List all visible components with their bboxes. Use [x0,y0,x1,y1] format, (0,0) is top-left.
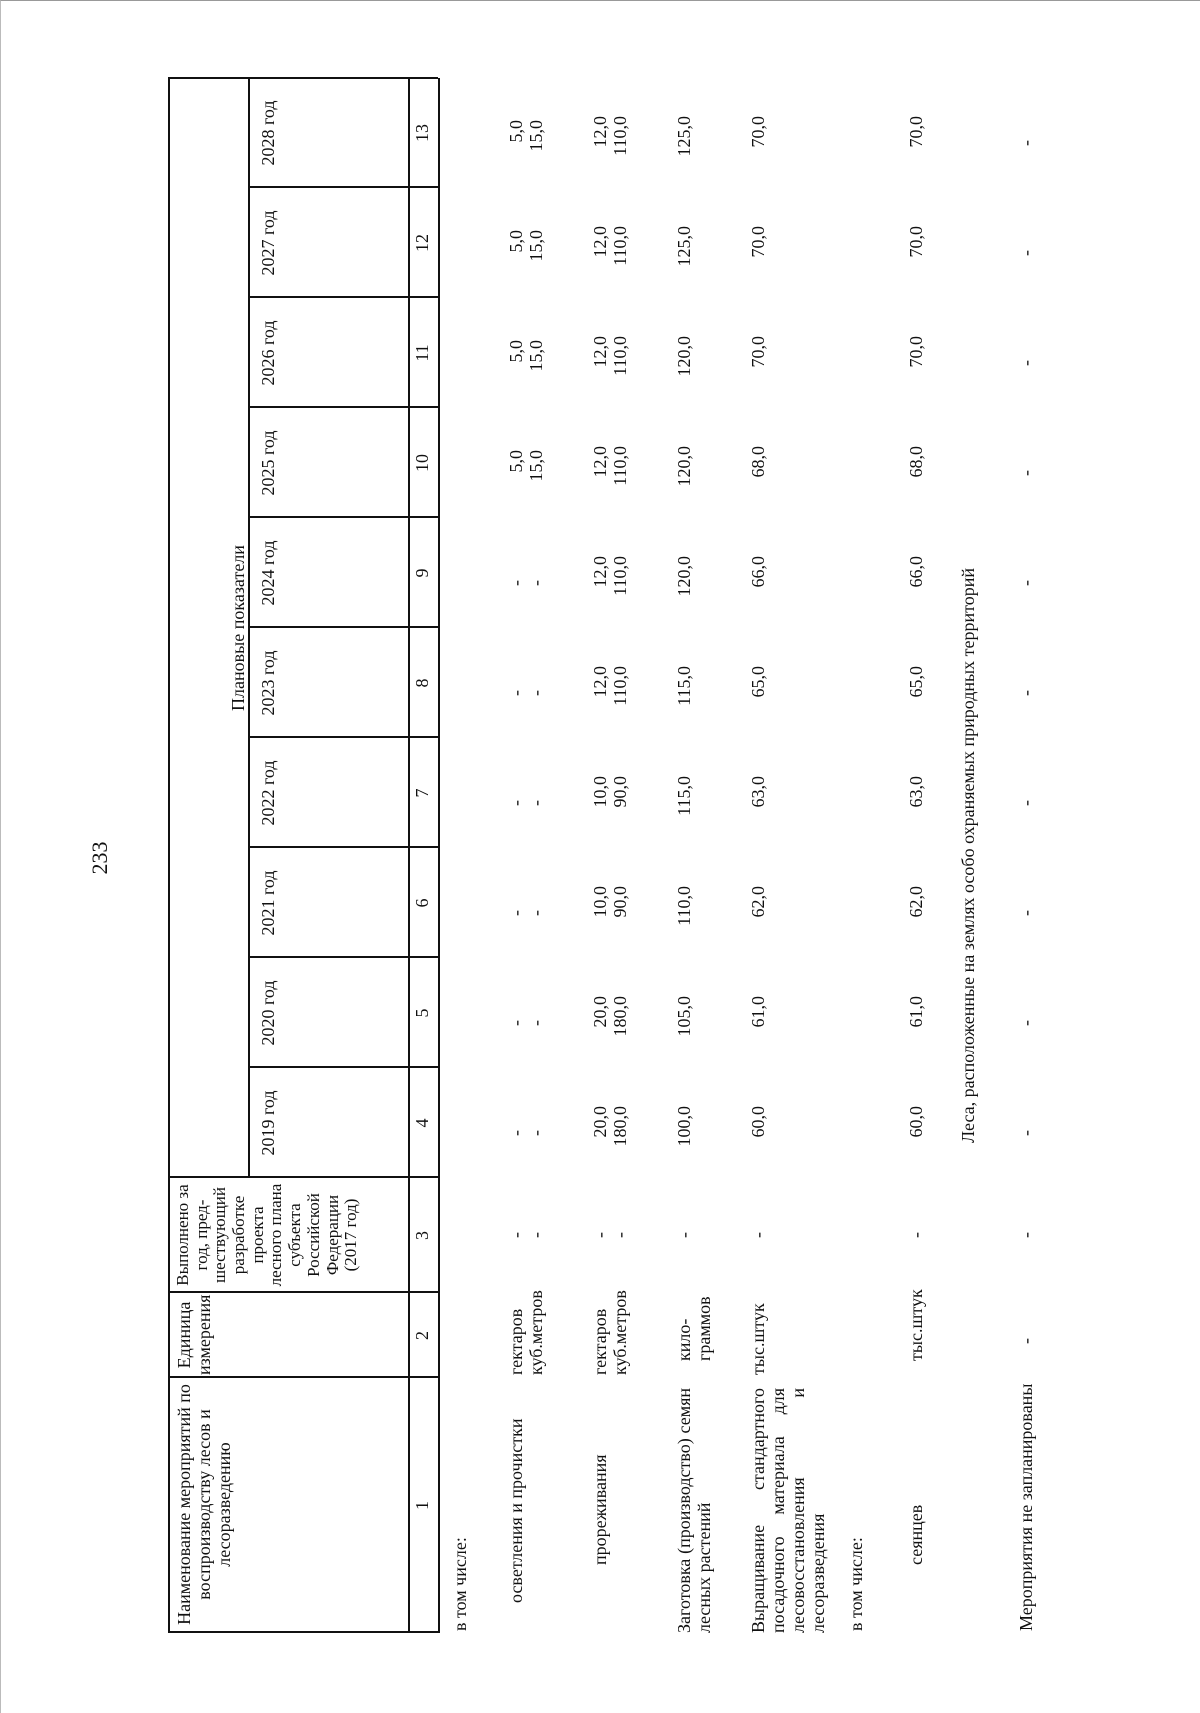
col-number-10: 10 [412,454,432,472]
value-2022: 115,0 [674,776,694,816]
row-label: Выращивание стандартного посадочного материала для лесовосстановления и лесоразведения [748,1388,829,1633]
value-2019: 100,0 [674,1106,694,1147]
row-unit: тыс.штук [906,1289,926,1361]
value-2024: - [1016,580,1036,586]
value-2019: 20,0 180,0 [590,1106,631,1147]
value-2024: 120,0 [674,556,694,597]
header-year-2022: 2022 год [258,760,278,826]
header-year-2020: 2020 год [258,980,278,1046]
value-2026: 70,0 [748,336,768,368]
row-done: - [1016,1232,1036,1238]
value-2022: - - [506,800,547,806]
header-col-done: Выполнено за год, пред-шествующий разработке проекта лесного плана субъекта Российской Федерации (2017 год) [173,1183,361,1287]
row-unit: - [1016,1338,1036,1344]
row-unit: тыс.штук [748,1303,768,1375]
forest-reproduction-table [168,78,1098,1633]
header-year-2027: 2027 год [258,210,278,276]
value-2026: 5,0 15,0 [506,340,547,372]
col-number-4: 4 [412,1118,432,1128]
row-label: осветления и прочистки [506,1418,526,1603]
value-2025: 120,0 [674,446,694,487]
value-2022: 63,0 [748,776,768,808]
col-number-12: 12 [412,234,432,252]
value-2028: 5,0 15,0 [506,120,547,152]
table-header [168,78,438,1633]
value-2028: 12,0 110,0 [590,116,631,156]
value-2020: 20,0 180,0 [590,996,631,1037]
row-label: Заготовка (производство) семян лесных растений [674,1388,715,1633]
header-year-2028: 2028 год [258,100,278,166]
value-2027: - [1016,250,1036,256]
header-year-2023: 2023 год [258,650,278,716]
value-2027: 70,0 [906,226,926,258]
row-label: сеянцев [906,1504,926,1565]
row-label: в том числе: [450,1537,470,1631]
row-unit: кило- граммов [674,1296,715,1361]
col-number-1: 1 [412,1501,432,1510]
value-2025: 68,0 [748,446,768,478]
value-2027: 5,0 15,0 [506,230,547,262]
header-year-2026: 2026 год [258,320,278,386]
value-2020: - [1016,1020,1036,1026]
header-col-name: Наименование мероприятий по воспроизводству лесов и лесоразведению [174,1384,235,1625]
col-number-13: 13 [412,124,432,142]
value-2021: - - [506,910,547,916]
header-col-unit: Единица измерения [174,1294,215,1375]
value-2026: - [1016,360,1036,366]
header-year-2019: 2019 год [258,1090,278,1156]
value-2027: 12,0 110,0 [590,226,631,266]
value-2025: - [1016,470,1036,476]
row-done: - - [506,1232,547,1238]
value-2027: 125,0 [674,226,694,267]
header-year-2024: 2024 год [258,540,278,606]
value-2021: 62,0 [748,886,768,918]
value-2020: 61,0 [906,996,926,1028]
value-2027: 70,0 [748,226,768,258]
row-label: в том числе: [846,1537,866,1631]
value-2023: - - [506,690,547,696]
value-2022: - [1016,800,1036,806]
col-number-2: 2 [412,1331,432,1340]
col-number-5: 5 [412,1008,432,1018]
value-2023: 12,0 110,0 [590,666,631,706]
row-label: прореживания [590,1454,610,1565]
value-2025: 68,0 [906,446,926,478]
value-2023: 65,0 [906,666,926,698]
row-unit: гектаров куб.метров [506,1290,547,1375]
value-2024: 66,0 [748,556,768,588]
value-2026: 70,0 [906,336,926,368]
value-2028: 70,0 [748,116,768,148]
page-number: 233 [87,841,112,875]
col-number-3: 3 [412,1231,432,1240]
value-2025: 5,0 15,0 [506,450,547,482]
value-2024: 66,0 [906,556,926,588]
value-2024: - - [506,580,547,586]
value-2023: - [1016,690,1036,696]
col-number-11: 11 [412,344,432,362]
row-label: Мероприятия не запланированы [1016,1383,1036,1631]
value-2026: 120,0 [674,336,694,377]
row-done: - [748,1232,768,1238]
value-2019: - [1016,1130,1036,1136]
header-year-2025: 2025 год [258,430,278,496]
value-2021: - [1016,910,1036,916]
value-2019: 60,0 [906,1106,926,1138]
value-2020: 105,0 [674,996,694,1037]
value-2028: 125,0 [674,116,694,157]
row-unit: гектаров куб.метров [590,1290,631,1375]
value-2021: 10,0 90,0 [590,886,631,918]
row-done: - [674,1232,694,1238]
value-2028: - [1016,140,1036,146]
value-2023: 65,0 [748,666,768,698]
value-2022: 10,0 90,0 [590,776,631,808]
header-group-planned: Плановые показатели [228,545,248,711]
value-2019: 60,0 [748,1106,768,1138]
value-2020: 61,0 [748,996,768,1028]
row-done: - - [590,1232,631,1238]
row-done: - [906,1232,926,1238]
col-number-7: 7 [412,788,432,798]
section-title: Леса, расположенные на землях особо охраняемых природных территорий [958,567,978,1144]
value-2028: 70,0 [906,116,926,148]
value-2020: - - [506,1020,547,1026]
col-number-8: 8 [412,678,432,688]
value-2021: 62,0 [906,886,926,918]
value-2026: 12,0 110,0 [590,336,631,376]
value-2019: - - [506,1130,547,1136]
col-number-9: 9 [412,568,432,578]
value-2025: 12,0 110,0 [590,446,631,486]
value-2022: 63,0 [906,776,926,808]
value-2021: 110,0 [674,886,694,926]
value-2024: 12,0 110,0 [590,556,631,596]
col-number-6: 6 [412,898,432,908]
header-year-2021: 2021 год [258,870,278,936]
value-2023: 115,0 [674,666,694,706]
